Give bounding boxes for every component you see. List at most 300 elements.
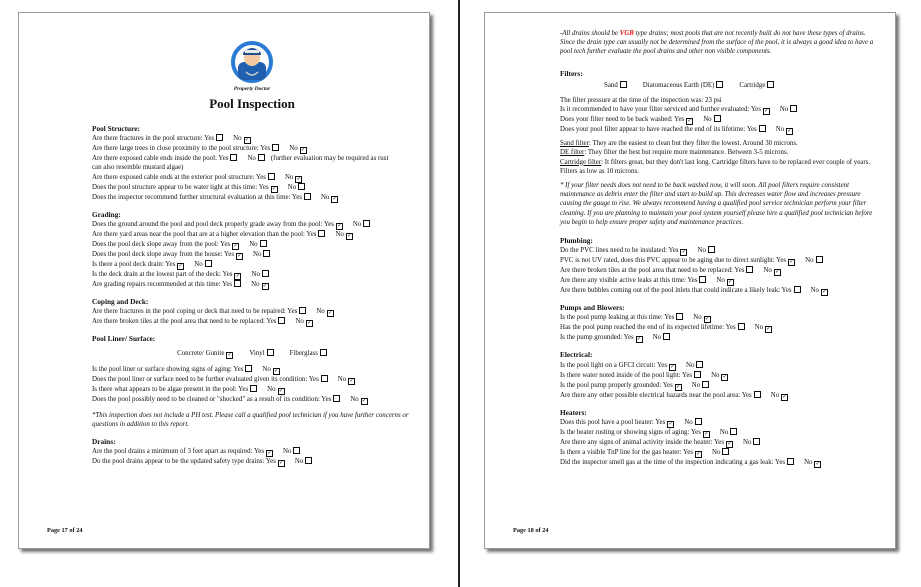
yes-checkbox[interactable] bbox=[216, 134, 223, 141]
yes-checkbox[interactable] bbox=[268, 173, 275, 180]
no-label: No bbox=[719, 428, 729, 436]
filter-note: * If your filter needs does not need to be back washed now, it will soon. All pool filters require consistent maintenance as debris enter the filter and start to build up. This decreases water flow and increases pressure causing the gauge to rise. We always recommend having a qualified pool service technician perform your filter cleaning. If you are planning to maintain your pool system yourself please hire a qualified pool technician before you begin to help ensure proper safety and maintenance practices. bbox=[560, 182, 873, 226]
no-checkbox[interactable] bbox=[816, 256, 823, 263]
question-row bbox=[560, 428, 880, 438]
question-row bbox=[560, 276, 880, 286]
yes-checkbox[interactable] bbox=[694, 371, 701, 378]
yes-label: Yes bbox=[254, 447, 265, 455]
option-checkbox[interactable] bbox=[320, 349, 327, 356]
section-options bbox=[92, 349, 412, 359]
no-checkbox[interactable]: ✓ bbox=[722, 373, 728, 380]
question-text: Does the pool deck slope away from the house: bbox=[92, 250, 223, 258]
yes-checkbox[interactable]: ✓ bbox=[279, 459, 284, 466]
option-0 bbox=[177, 350, 233, 357]
question-text: Are there exposed cable ends at the exterior pool structure: bbox=[92, 173, 255, 181]
drain-intro-note bbox=[560, 29, 880, 57]
yes-label: Yes bbox=[668, 247, 679, 255]
section-heading: Plumbing: bbox=[560, 236, 593, 246]
no-checkbox[interactable] bbox=[714, 115, 721, 122]
yes-checkbox[interactable]: ✓ bbox=[675, 383, 681, 390]
yes-checkbox[interactable] bbox=[250, 385, 257, 392]
no-checkbox[interactable]: ✓ bbox=[822, 289, 827, 296]
question-text: Does this pool have a pool heater: bbox=[560, 418, 654, 426]
yes-label: Yes bbox=[746, 126, 757, 134]
no-checkbox[interactable] bbox=[363, 220, 370, 227]
no-label: No bbox=[684, 418, 693, 426]
no-label: No bbox=[287, 183, 297, 191]
filter-questions bbox=[560, 105, 880, 135]
question-text: Is there what appears to be algae present in the pool: bbox=[92, 386, 237, 394]
no-checkbox[interactable]: ✓ bbox=[766, 326, 771, 333]
no-checkbox[interactable] bbox=[263, 250, 270, 257]
no-label: No bbox=[316, 308, 325, 316]
no-label: No bbox=[716, 277, 725, 285]
yes-checkbox[interactable]: ✓ bbox=[764, 108, 769, 115]
option-checkbox[interactable] bbox=[767, 81, 774, 88]
page-17-content bbox=[92, 40, 412, 467]
filter-definition bbox=[560, 148, 880, 157]
left-sections bbox=[92, 124, 412, 467]
yes-label: Yes bbox=[266, 318, 277, 326]
filter-definition bbox=[560, 158, 880, 176]
option-1 bbox=[249, 350, 273, 357]
question-row bbox=[92, 270, 412, 280]
question-row bbox=[92, 154, 412, 163]
ph-note: *This inspection does not include a PH test. Please call a qualified pool technician if you have further concerns or questions in addition to this report. bbox=[92, 412, 409, 429]
yes-checkbox[interactable]: ✓ bbox=[727, 440, 732, 447]
filters-heading: Filters: bbox=[560, 68, 583, 78]
question-row bbox=[92, 193, 412, 203]
yes-label: Yes bbox=[734, 267, 745, 275]
no-checkbox[interactable]: ✓ bbox=[332, 195, 338, 202]
yes-label: Yes bbox=[165, 260, 176, 268]
yes-label: Yes bbox=[287, 308, 298, 316]
yes-checkbox[interactable] bbox=[278, 317, 285, 324]
no-label: No bbox=[805, 257, 814, 265]
yes-label: Yes bbox=[223, 250, 235, 258]
question-row bbox=[560, 313, 880, 323]
no-label: No bbox=[754, 324, 764, 332]
question-text: Does the pool possibly need to be cleaned or "shocked" as a result of its condition: bbox=[92, 396, 320, 404]
question-row bbox=[92, 144, 412, 154]
question-extra: (further evaluation may be required as rust bbox=[270, 155, 389, 163]
question-text: Is the deck drain at the lowest part of the deck: bbox=[92, 270, 221, 278]
no-label: No bbox=[686, 361, 695, 369]
yes-label: Yes bbox=[308, 376, 319, 384]
question-row bbox=[560, 105, 880, 115]
no-checkbox[interactable] bbox=[205, 260, 212, 267]
question-row bbox=[560, 361, 880, 371]
question-row bbox=[92, 230, 412, 240]
yes-checkbox[interactable] bbox=[676, 313, 683, 320]
question-text: can also resemble mustard algae) bbox=[92, 164, 184, 172]
option-2 bbox=[739, 82, 774, 89]
no-label: No bbox=[804, 458, 813, 466]
filter-type-options bbox=[560, 81, 880, 90]
yes-checkbox[interactable]: ✓ bbox=[668, 420, 674, 427]
no-checkbox[interactable]: ✓ bbox=[349, 378, 354, 385]
no-label: No bbox=[350, 396, 359, 404]
no-label: No bbox=[691, 381, 701, 389]
no-checkbox[interactable]: ✓ bbox=[775, 269, 780, 276]
question-row bbox=[92, 375, 412, 385]
option-1 bbox=[643, 82, 724, 89]
no-checkbox[interactable]: ✓ bbox=[782, 393, 787, 400]
question-row bbox=[560, 115, 880, 125]
question-text: Do the PVC lines need to be insulated: bbox=[560, 247, 667, 255]
no-checkbox[interactable] bbox=[262, 270, 269, 277]
no-label: No bbox=[251, 270, 260, 278]
question-row bbox=[92, 260, 412, 270]
question-text: Does your pool filter appear to have reached the end of its lifetime: bbox=[560, 126, 746, 134]
yes-label: Yes bbox=[781, 287, 792, 295]
option-checkbox[interactable] bbox=[620, 81, 627, 88]
yes-checkbox[interactable]: ✓ bbox=[789, 259, 794, 266]
no-checkbox[interactable]: ✓ bbox=[262, 282, 268, 289]
section-heading: Pool Liner/ Surface: bbox=[92, 334, 156, 344]
yes-label: Yes bbox=[233, 366, 244, 374]
question-text: Are there yard areas near the pool that are at a higher elevation than the pool: bbox=[92, 230, 305, 238]
yes-label: Yes bbox=[265, 457, 276, 465]
no-checkbox[interactable]: ✓ bbox=[347, 232, 352, 239]
no-label: No bbox=[335, 230, 344, 238]
question-row bbox=[560, 371, 880, 381]
question-row bbox=[92, 173, 412, 183]
no-checkbox[interactable] bbox=[695, 418, 702, 425]
question-row bbox=[560, 286, 880, 296]
yes-checkbox[interactable]: ✓ bbox=[267, 449, 272, 456]
section-heading: Coping and Deck: bbox=[92, 296, 149, 306]
no-label: No bbox=[703, 116, 712, 124]
question-row bbox=[92, 134, 412, 144]
yes-checkbox[interactable]: ✓ bbox=[636, 336, 642, 343]
question-row bbox=[92, 457, 412, 467]
no-label: No bbox=[233, 135, 242, 143]
yes-label: Yes bbox=[741, 391, 752, 399]
definition-text: : It filters great, but they don't last long. Cartridge filters have to be replaced ever couple of years. Filters as low as 10 microns. bbox=[560, 158, 871, 175]
definition-term: Sand filter bbox=[560, 140, 589, 148]
question-text: Are there any signs of animal activity inside the heater: bbox=[560, 438, 713, 446]
no-label: No bbox=[251, 280, 260, 288]
option-label: Diatomaceous Earth (DE) bbox=[642, 81, 715, 89]
vgb-label: VGB bbox=[619, 30, 634, 37]
yes-checkbox[interactable]: ✓ bbox=[670, 363, 675, 370]
no-checkbox[interactable] bbox=[260, 240, 267, 247]
question-row bbox=[92, 220, 412, 230]
no-checkbox[interactable] bbox=[702, 381, 709, 388]
no-checkbox[interactable] bbox=[663, 333, 670, 340]
page-footer: Page 18 of 24 bbox=[513, 527, 549, 534]
option-label: Sand bbox=[604, 81, 618, 89]
filter-definitions bbox=[560, 139, 880, 176]
filter-pressure: The filter pressure at the time of the inspection was: 23 psi bbox=[560, 97, 722, 105]
question-row bbox=[92, 183, 412, 193]
no-checkbox[interactable]: ✓ bbox=[300, 147, 306, 154]
no-checkbox[interactable]: ✓ bbox=[244, 137, 250, 144]
question-row bbox=[92, 447, 412, 457]
intro-suffix: type drains; most pools that are not recently built do not have these types of drains. Since the drain type can usually not be determined from the surface of the pool, it is always a good idea to have a pool tech further evaluate the pool drains and other non visible components. bbox=[560, 30, 874, 56]
yes-checkbox[interactable]: ✓ bbox=[681, 249, 687, 256]
question-text: Does your filter need to be back washed: bbox=[560, 116, 673, 124]
question-text: Are there fractures in the pool coping or deck that need to be repaired: bbox=[92, 308, 286, 316]
no-checkbox[interactable] bbox=[708, 246, 715, 253]
right-sections bbox=[560, 236, 880, 468]
no-label: No bbox=[779, 106, 789, 114]
no-checkbox[interactable] bbox=[293, 447, 300, 454]
section-heading: Grading: bbox=[92, 209, 121, 219]
no-checkbox[interactable]: ✓ bbox=[728, 279, 733, 286]
logo-caption: Property Doctor bbox=[233, 86, 271, 93]
yes-checkbox[interactable]: ✓ bbox=[337, 222, 342, 229]
no-label: No bbox=[697, 247, 706, 255]
no-checkbox[interactable]: ✓ bbox=[704, 316, 710, 323]
yes-checkbox[interactable]: ✓ bbox=[271, 185, 277, 192]
no-checkbox[interactable]: ✓ bbox=[307, 320, 312, 327]
no-label: No bbox=[253, 250, 262, 258]
yes-label: Yes bbox=[623, 334, 634, 342]
question-text: Does the pool liner or surface need to be further evaluated given its condition: bbox=[92, 376, 308, 384]
property-doctor-logo bbox=[92, 40, 412, 93]
question-text: Are there any visible active leaks at this time: bbox=[560, 277, 686, 285]
question-text: Has the pool pump reached the end of its expected lifetime: bbox=[560, 324, 725, 332]
question-text: Is there a pool deck drain: bbox=[92, 260, 164, 268]
page-17 bbox=[18, 12, 430, 549]
option-0 bbox=[604, 82, 627, 89]
doctor-mascot-icon bbox=[229, 40, 275, 84]
yes-label: Yes bbox=[321, 396, 332, 404]
no-checkbox[interactable]: ✓ bbox=[361, 398, 367, 405]
question-text: Are there any other possible electrical hazards near the pool area: bbox=[560, 391, 741, 399]
question-text: PVC is not UV rated, does this PVC appear to be aging due to direct sunlight: bbox=[560, 257, 775, 265]
yes-checkbox[interactable] bbox=[333, 395, 340, 402]
question-row bbox=[560, 438, 880, 448]
question-row bbox=[560, 458, 880, 468]
yes-label: Yes bbox=[776, 257, 787, 265]
filter-definition bbox=[560, 139, 880, 148]
question-row bbox=[92, 395, 412, 405]
yes-label: Yes bbox=[218, 155, 229, 163]
no-label: No bbox=[283, 447, 292, 455]
no-label: No bbox=[337, 376, 347, 384]
yes-checkbox[interactable] bbox=[759, 125, 766, 132]
page-18 bbox=[484, 12, 896, 549]
yes-checkbox[interactable]: ✓ bbox=[235, 272, 241, 279]
no-label: No bbox=[249, 240, 258, 248]
page-18-content bbox=[560, 29, 880, 468]
question-text: Is the pool liner or surface showing signs of aging: bbox=[92, 366, 232, 374]
no-checkbox[interactable] bbox=[722, 448, 729, 455]
yes-label: Yes bbox=[775, 458, 786, 466]
no-label: No bbox=[770, 391, 780, 399]
no-label: No bbox=[352, 220, 362, 228]
no-checkbox[interactable]: ✓ bbox=[278, 388, 284, 395]
question-row bbox=[92, 317, 412, 327]
no-label: No bbox=[267, 386, 276, 394]
question-row bbox=[92, 365, 412, 375]
option-2 bbox=[290, 350, 327, 357]
section-heading: Pool Structure: bbox=[92, 124, 140, 133]
page-title: Pool Inspection bbox=[209, 96, 295, 111]
yes-checkbox[interactable] bbox=[699, 276, 706, 283]
question-row bbox=[92, 240, 412, 250]
yes-checkbox[interactable] bbox=[272, 144, 279, 151]
question-row bbox=[560, 418, 880, 428]
yes-label: Yes bbox=[690, 428, 701, 436]
no-label: No bbox=[294, 457, 304, 465]
yes-checkbox[interactable]: ✓ bbox=[233, 242, 238, 249]
option-label: Vinyl bbox=[249, 350, 265, 358]
question-text: Is there water noted inside of the pool light: bbox=[560, 371, 681, 379]
yes-checkbox[interactable] bbox=[234, 280, 241, 287]
no-checkbox[interactable]: ✓ bbox=[327, 310, 333, 317]
yes-checkbox[interactable] bbox=[794, 286, 801, 293]
yes-label: Yes bbox=[664, 314, 675, 322]
yes-label: Yes bbox=[662, 381, 673, 389]
yes-label: Yes bbox=[204, 135, 215, 143]
yes-label: Yes bbox=[222, 270, 233, 278]
option-label: Fiberglass bbox=[289, 350, 318, 358]
option-checkbox[interactable] bbox=[267, 349, 274, 356]
question-row bbox=[560, 381, 880, 391]
question-row bbox=[560, 448, 880, 458]
no-label: No bbox=[284, 173, 294, 181]
yes-label: Yes bbox=[682, 448, 694, 456]
yes-checkbox[interactable]: ✓ bbox=[178, 262, 184, 269]
question-row bbox=[560, 266, 880, 276]
yes-label: Yes bbox=[725, 324, 736, 332]
option-checkbox[interactable]: ✓ bbox=[227, 352, 233, 359]
no-label: No bbox=[289, 145, 298, 153]
question-text: Are there exposed cable ends inside the pool: bbox=[92, 155, 217, 163]
yes-checkbox[interactable] bbox=[754, 391, 761, 398]
section-heading: Pumps and Blowers: bbox=[560, 303, 625, 313]
yes-checkbox[interactable] bbox=[318, 230, 325, 237]
question-text: Does the inspector recommend further structural evaluation at this time: bbox=[92, 193, 291, 201]
question-text: Are there broken tiles at the pool area that need to be replaced: bbox=[92, 318, 265, 326]
question-text: Is the pump grounded: bbox=[560, 334, 623, 342]
no-checkbox[interactable] bbox=[298, 183, 305, 190]
page-footer: Page 17 of 24 bbox=[47, 527, 83, 534]
page-separator bbox=[458, 0, 460, 587]
yes-label: Yes bbox=[306, 230, 317, 238]
no-checkbox[interactable] bbox=[790, 105, 797, 112]
no-label: No bbox=[775, 126, 785, 134]
yes-checkbox[interactable]: ✓ bbox=[704, 430, 709, 437]
yes-label: Yes bbox=[291, 193, 302, 201]
question-row bbox=[560, 323, 880, 333]
question-text: Is the heater rusting or showing signs of aging: bbox=[560, 428, 690, 436]
yes-checkbox[interactable] bbox=[787, 458, 794, 465]
question-text: Do the pool drains appear to be the updated safety type drains: bbox=[92, 457, 265, 465]
question-row bbox=[92, 307, 412, 317]
intro-prefix: -All drains should be bbox=[560, 30, 620, 37]
option-checkbox[interactable] bbox=[716, 81, 723, 88]
yes-label: Yes bbox=[713, 438, 724, 446]
yes-label: Yes bbox=[260, 145, 271, 153]
definition-term: DE filter bbox=[560, 149, 585, 157]
yes-label: Yes bbox=[656, 361, 667, 369]
section-heading: Drains: bbox=[92, 436, 116, 446]
yes-label: Yes bbox=[655, 418, 666, 426]
question-text: Are there broken tiles at the pool area that need to be replaced: bbox=[560, 267, 733, 275]
yes-label: Yes bbox=[687, 277, 698, 285]
no-checkbox[interactable]: ✓ bbox=[274, 368, 279, 375]
yes-checkbox[interactable]: ✓ bbox=[237, 252, 242, 259]
yes-checkbox[interactable] bbox=[304, 193, 311, 200]
option-label: Cartridge bbox=[739, 81, 766, 89]
question-text: Is the pool pump leaking at this time: bbox=[560, 314, 663, 322]
yes-label: Yes bbox=[258, 183, 269, 191]
no-checkbox[interactable]: ✓ bbox=[787, 128, 792, 135]
section-heading: Electrical: bbox=[560, 350, 593, 360]
yes-label: Yes bbox=[674, 116, 685, 124]
no-label: No bbox=[652, 334, 662, 342]
question-text: Is it recommended to have your filter serviced and further evaluated: bbox=[560, 106, 750, 114]
yes-checkbox[interactable] bbox=[321, 375, 328, 382]
no-label: No bbox=[247, 155, 256, 163]
no-checkbox[interactable]: ✓ bbox=[296, 175, 302, 182]
question-text: Are the pool drains a minimum of 3 feet apart as required: bbox=[92, 447, 253, 455]
question-row bbox=[560, 125, 880, 135]
yes-label: Yes bbox=[220, 240, 231, 248]
option-label: Concrete/ Gunite bbox=[177, 350, 225, 358]
yes-checkbox[interactable] bbox=[738, 323, 745, 330]
question-text: Did the inspector smell gas at the time of the inspection indicating a gas leak: bbox=[560, 458, 774, 466]
yes-checkbox[interactable] bbox=[245, 365, 252, 372]
definition-text: : They filter the best but require more maintenance. Between 3-5 microns. bbox=[584, 149, 789, 157]
yes-checkbox[interactable] bbox=[299, 307, 306, 314]
yes-label: Yes bbox=[750, 106, 761, 114]
definition-text: : They are the easiest to clean but they filter the lowest. Around 30 microns. bbox=[588, 140, 798, 148]
no-label: No bbox=[320, 193, 330, 201]
question-text: Does the pool structure appear to be water tight at this time: bbox=[92, 183, 258, 191]
no-checkbox[interactable] bbox=[258, 154, 265, 161]
no-label: No bbox=[743, 438, 752, 446]
no-label: No bbox=[810, 287, 819, 295]
no-checkbox[interactable] bbox=[305, 457, 312, 464]
no-label: No bbox=[194, 260, 203, 268]
question-text: Does the ground around the pool and pool deck properly grade away from the pool: bbox=[92, 220, 323, 228]
question-text: Are there bubbles coming out of the pool inlets that could indicate a likely leak: bbox=[560, 287, 781, 295]
yes-checkbox[interactable]: ✓ bbox=[687, 118, 692, 125]
question-text: Is the pool pump properly grounded: bbox=[560, 381, 662, 389]
question-row bbox=[92, 250, 412, 260]
yes-checkbox[interactable]: ✓ bbox=[696, 450, 701, 457]
question-text: Is the pool light on a GFCI circuit: bbox=[560, 361, 656, 369]
yes-label: Yes bbox=[222, 280, 233, 288]
no-label: No bbox=[711, 371, 720, 379]
question-text: Is there a visible TnP line for the gas heater: bbox=[560, 448, 682, 456]
yes-label: Yes bbox=[238, 386, 249, 394]
question-text: Are there large trees in close proximity to the pool structure: bbox=[92, 145, 259, 153]
no-checkbox[interactable] bbox=[753, 438, 760, 445]
no-checkbox[interactable]: ✓ bbox=[815, 460, 821, 467]
question-row bbox=[560, 256, 880, 266]
yes-label: Yes bbox=[682, 371, 693, 379]
question-row bbox=[560, 246, 880, 256]
no-checkbox[interactable] bbox=[696, 361, 703, 368]
no-checkbox[interactable] bbox=[730, 428, 737, 435]
question-row bbox=[560, 333, 880, 343]
question-row bbox=[560, 391, 880, 401]
yes-checkbox[interactable] bbox=[746, 266, 753, 273]
question-text: Are grading repairs recommended at this time: bbox=[92, 280, 221, 288]
question-text: Are there fractures in the pool structure: bbox=[92, 135, 203, 143]
yes-checkbox[interactable] bbox=[230, 154, 237, 161]
question-row bbox=[92, 163, 412, 172]
no-label: No bbox=[295, 318, 304, 326]
no-label: No bbox=[262, 366, 271, 374]
